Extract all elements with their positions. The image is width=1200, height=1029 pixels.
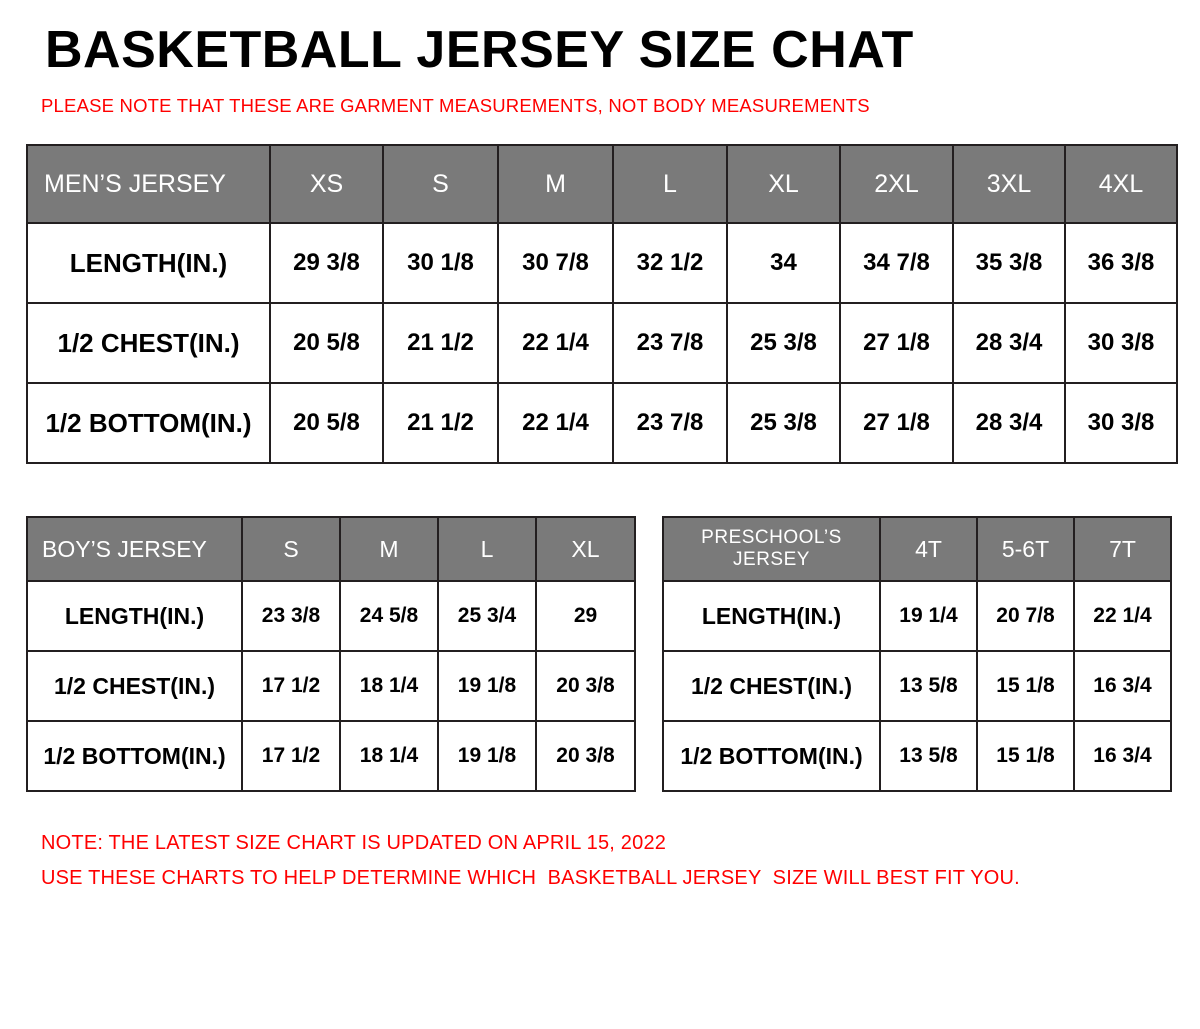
table-cell: 20 5/8 bbox=[270, 303, 383, 383]
mens-jersey-table bbox=[26, 144, 1178, 464]
table-cell: 15 1/8 bbox=[977, 651, 1074, 721]
table-cell: 16 3/4 bbox=[1074, 651, 1171, 721]
mens-label-header: MEN’S JERSEY bbox=[27, 145, 270, 223]
table-cell: 17 1/2 bbox=[242, 651, 340, 721]
preschool-size-header: 5-6T bbox=[977, 517, 1074, 581]
table-cell: 32 1/2 bbox=[613, 223, 727, 303]
usage-note: USE THESE CHARTS TO HELP DETERMINE WHICH BASKETBALL JERSEY SIZE WILL BEST FIT YOU. bbox=[41, 867, 1020, 889]
table-cell: 27 1/8 bbox=[840, 383, 953, 463]
table-cell: 23 7/8 bbox=[613, 303, 727, 383]
table-row bbox=[27, 721, 635, 791]
mens-size-header: XS bbox=[270, 145, 383, 223]
table-cell: 23 7/8 bbox=[613, 383, 727, 463]
update-note: NOTE: THE LATEST SIZE CHART IS UPDATED ON APRIL 15, 2022 bbox=[41, 832, 667, 854]
table-cell: 28 3/4 bbox=[953, 383, 1065, 463]
table-cell: 20 5/8 bbox=[270, 383, 383, 463]
table-cell: 18 1/4 bbox=[340, 651, 438, 721]
preschool-jersey-table bbox=[662, 516, 1172, 792]
table-cell: 30 1/8 bbox=[383, 223, 498, 303]
mens-size-header: 2XL bbox=[840, 145, 953, 223]
table-cell: 13 5/8 bbox=[880, 651, 977, 721]
table-header-row bbox=[27, 145, 1177, 223]
mens-table-body bbox=[27, 223, 1177, 463]
table-cell: 20 3/8 bbox=[536, 721, 635, 791]
mens-table-head bbox=[27, 145, 1177, 223]
table-row bbox=[663, 581, 1171, 651]
table-cell: 20 3/8 bbox=[536, 651, 635, 721]
mens-size-header: 3XL bbox=[953, 145, 1065, 223]
table-cell: 20 7/8 bbox=[977, 581, 1074, 651]
boys-label-header: BOY’S JERSEY bbox=[27, 517, 242, 581]
table-row bbox=[27, 303, 1177, 383]
row-label: 1/2 CHEST(IN.) bbox=[663, 651, 880, 721]
boys-table-body bbox=[27, 581, 635, 791]
table-cell: 21 1/2 bbox=[383, 383, 498, 463]
table-cell: 22 1/4 bbox=[498, 383, 613, 463]
boys-jersey-table bbox=[26, 516, 636, 792]
row-label: 1/2 CHEST(IN.) bbox=[27, 651, 242, 721]
row-label: LENGTH(IN.) bbox=[27, 223, 270, 303]
table-cell: 18 1/4 bbox=[340, 721, 438, 791]
table-header-row bbox=[663, 517, 1171, 581]
preschool-size-header: 4T bbox=[880, 517, 977, 581]
row-label: 1/2 BOTTOM(IN.) bbox=[663, 721, 880, 791]
boys-size-header: XL bbox=[536, 517, 635, 581]
garment-measurement-note: PLEASE NOTE THAT THESE ARE GARMENT MEASUREMENTS, NOT BODY MEASUREMENTS bbox=[41, 95, 870, 117]
table-cell: 15 1/8 bbox=[977, 721, 1074, 791]
table-row bbox=[27, 383, 1177, 463]
table-cell: 22 1/4 bbox=[1074, 581, 1171, 651]
table-cell: 36 3/8 bbox=[1065, 223, 1177, 303]
mens-size-header: 4XL bbox=[1065, 145, 1177, 223]
table-cell: 17 1/2 bbox=[242, 721, 340, 791]
table-cell: 24 5/8 bbox=[340, 581, 438, 651]
boys-size-header: M bbox=[340, 517, 438, 581]
table-cell: 27 1/8 bbox=[840, 303, 953, 383]
table-cell: 35 3/8 bbox=[953, 223, 1065, 303]
table-cell: 19 1/4 bbox=[880, 581, 977, 651]
preschool-table-head bbox=[663, 517, 1171, 581]
table-row bbox=[663, 651, 1171, 721]
table-cell: 13 5/8 bbox=[880, 721, 977, 791]
table-cell: 19 1/8 bbox=[438, 651, 536, 721]
table-row bbox=[27, 581, 635, 651]
row-label: 1/2 CHEST(IN.) bbox=[27, 303, 270, 383]
lower-tables-row bbox=[26, 516, 1175, 792]
table-cell: 23 3/8 bbox=[242, 581, 340, 651]
boys-size-header: L bbox=[438, 517, 536, 581]
table-cell: 29 bbox=[536, 581, 635, 651]
mens-table-wrapper bbox=[25, 144, 1175, 464]
table-row bbox=[27, 651, 635, 721]
preschool-label-header: PRESCHOOL’S JERSEY bbox=[663, 517, 880, 581]
table-cell: 25 3/8 bbox=[727, 303, 840, 383]
mens-size-header: M bbox=[498, 145, 613, 223]
table-cell: 30 7/8 bbox=[498, 223, 613, 303]
table-cell: 34 bbox=[727, 223, 840, 303]
mens-size-header: L bbox=[613, 145, 727, 223]
table-cell: 28 3/4 bbox=[953, 303, 1065, 383]
table-header-row bbox=[27, 517, 635, 581]
table-cell: 25 3/8 bbox=[727, 383, 840, 463]
table-cell: 22 1/4 bbox=[498, 303, 613, 383]
table-cell: 34 7/8 bbox=[840, 223, 953, 303]
row-label: LENGTH(IN.) bbox=[663, 581, 880, 651]
table-cell: 19 1/8 bbox=[438, 721, 536, 791]
table-cell: 30 3/8 bbox=[1065, 303, 1177, 383]
row-label: 1/2 BOTTOM(IN.) bbox=[27, 383, 270, 463]
table-cell: 29 3/8 bbox=[270, 223, 383, 303]
boys-table-head bbox=[27, 517, 635, 581]
boys-size-header: S bbox=[242, 517, 340, 581]
size-chart-page bbox=[0, 22, 1200, 1029]
table-cell: 25 3/4 bbox=[438, 581, 536, 651]
row-label: 1/2 BOTTOM(IN.) bbox=[27, 721, 242, 791]
mens-size-header: XL bbox=[727, 145, 840, 223]
table-row bbox=[27, 223, 1177, 303]
table-cell: 21 1/2 bbox=[383, 303, 498, 383]
page-title: BASKETBALL JERSEY SIZE CHAT bbox=[45, 21, 914, 79]
mens-size-header: S bbox=[383, 145, 498, 223]
table-row bbox=[663, 721, 1171, 791]
table-cell: 16 3/4 bbox=[1074, 721, 1171, 791]
preschool-size-header: 7T bbox=[1074, 517, 1171, 581]
bottom-notes bbox=[41, 826, 1175, 896]
row-label: LENGTH(IN.) bbox=[27, 581, 242, 651]
preschool-table-body bbox=[663, 581, 1171, 791]
table-cell: 30 3/8 bbox=[1065, 383, 1177, 463]
